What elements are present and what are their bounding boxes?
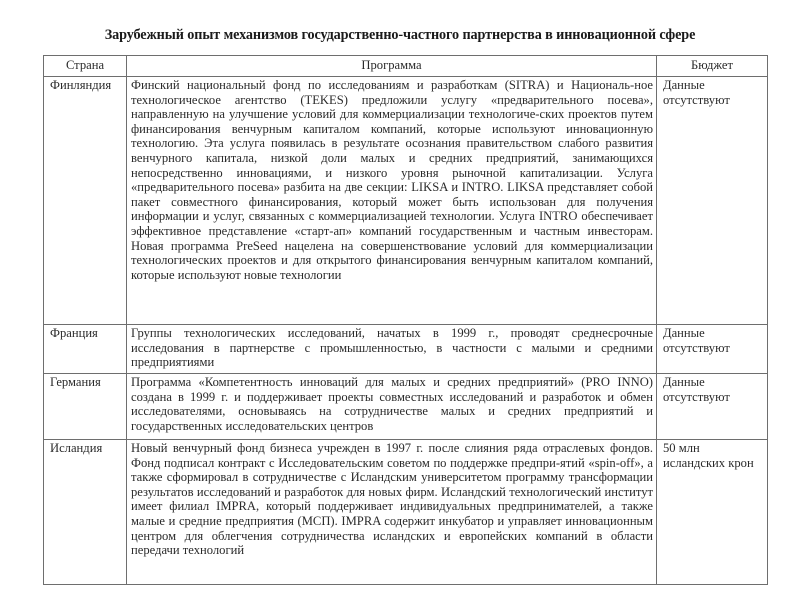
country-cell: Германия <box>44 374 127 440</box>
table-row <box>44 374 768 440</box>
header-country: Страна <box>44 56 127 77</box>
country-cell: Франция <box>44 325 127 374</box>
table-row <box>44 440 768 585</box>
header-program: Программа <box>127 56 657 77</box>
budget-cell: 50 млн исландских крон <box>657 440 768 585</box>
header-budget: Бюджет <box>657 56 768 77</box>
budget-cell: Данные отсутствуют <box>657 374 768 440</box>
table-header-row <box>44 56 768 77</box>
ppp-table <box>43 55 768 585</box>
table-row <box>44 77 768 325</box>
budget-cell: Данные отсутствуют <box>657 325 768 374</box>
program-cell: Финский национальный фонд по исследованиям и разработкам (SITRA) и Националь-ное технологическое агентство (TEKES) предложили услугу «предварительного посева», направленную на улучшение условий для коммерциализации технологиче-ских проектов путем финансирования венчурным капиталом компаний, которые используют инновационную технологию. Эта услуга появилась в результате осознания правительством слабого развития венчурного капитала, низкой доли малых и средних предприятий, занимающихся непосредственно инновациями, и низкого уровня рыночной капитализации. Услуга «предварительного посева» разбита на две секции: LIKSA и INTRO. LIKSA представляет собой пакет совместного финансирования, который может быть использован для получения информации и услуг, связанных с коммерциализацией технологии. Услуга INTRO обеспечивает эффективное представление «старт-ап» компаний государственным и частным инвесторам. Новая программа PreSeed нацелена на совершенствование условий для коммерциализации технологических проектов и для открытого финансирования венчурным капиталом компаний, которые используют новые технологии <box>127 77 657 325</box>
table-row <box>44 325 768 374</box>
program-cell: Новый венчурный фонд бизнеса учрежден в 1997 г. после слияния ряда отраслевых фондов. Фонд подписал контракт с Исследовательским советом по поддержке предпри-ятий «spin-off», а также сформировал в сотрудничестве с Исландским университетом программу трансформации результатов исследований и разработок для новых фирм. Исландский технологический институт имеет филиал IMPRA, который поддерживает индивидуальных предпринимателей, а также малые и средние предприятия (МСП). IMPRA содержит инкубатор и управляет инновационным центром для облегчения сотрудничества исландских и европейских компаний в области передачи технологий <box>127 440 657 585</box>
country-cell: Исландия <box>44 440 127 585</box>
program-cell: Группы технологических исследований, начатых в 1999 г., проводят среднесрочные исследования в партнерстве с промышленностью, в частности с малыми и средними предприятиями <box>127 325 657 374</box>
document-title: Зарубежный опыт механизмов государственно-частного партнерства в инновационной сфере <box>104 27 696 43</box>
country-cell: Финляндия <box>44 77 127 325</box>
program-cell: Программа «Компетентность инноваций для малых и средних предприятий» (PRO INNO) создана в 1999 г. и поддерживает проекты совместных исследований и разработок и обмен исследователями, основываясь на сотрудничестве малых и средних предприятий и государственных исследовательских центров <box>127 374 657 440</box>
budget-cell: Данные отсутствуют <box>657 77 768 325</box>
